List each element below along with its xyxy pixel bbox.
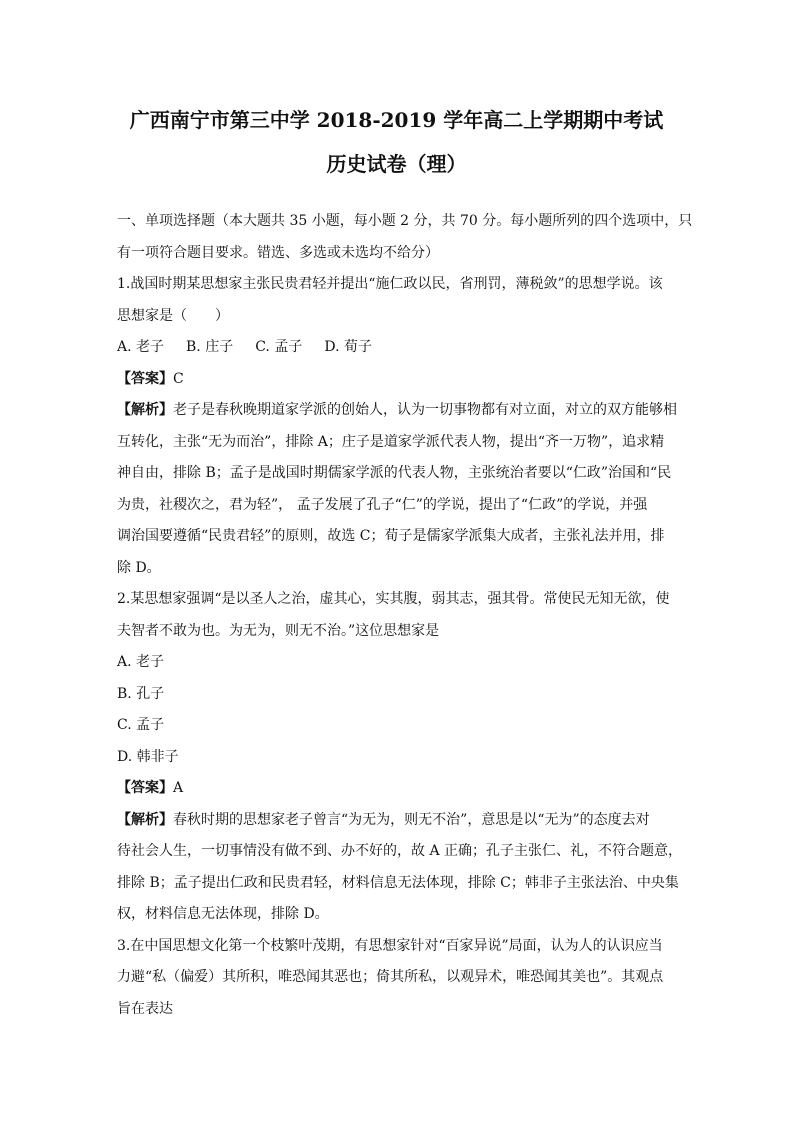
question-3: [117, 931, 676, 1026]
question-2-stem-line-2: 夫智者不敢为也。为无为，则无不治。”这位思想家是: [117, 622, 440, 639]
answer-label: 【答案】: [117, 370, 173, 387]
question-2-answer-value: A: [173, 780, 184, 796]
question-1-analysis-line-4: 为贵，社稷次之，君为轻”， 孟子发展了孔子“仁”的学说，提出了“仁政”的学说，并强: [117, 496, 648, 513]
question-2-option-d: D. 韩非子: [117, 748, 179, 765]
exam-title: 广西南宁市第三中学 2018-2019 学年高二上学期期中考试: [129, 108, 664, 132]
question-1-analysis-text-1: 老子是春秋晚期道家学派的创始人，认为一切事物都有对立面，对立的双方能够相: [173, 402, 677, 418]
question-1-analysis-line-1: [117, 395, 676, 427]
question-2-answer: [117, 773, 676, 805]
question-3-stem-line-2: 力避“私（偏爱）其所积，唯恐闻其恶也；倚其所私，以观异术，唯恐闻其美也”。其观点: [117, 969, 664, 985]
question-2-option-c: C. 孟子: [117, 717, 165, 733]
question-1-stem-line-1: 1.战国时期某思想家主张民贵君轻并提出“施仁政以民，省刑罚，薄税敛”的思想学说。该: [117, 276, 663, 292]
question-1-options: [117, 332, 676, 364]
question-3-stem-line-1: 3.在中国思想文化第一个枝繁叶茂期，有思想家针对“百家异说”局面，认为人的认识应当: [117, 937, 663, 954]
question-1-option-d: D. 荀子: [324, 339, 372, 355]
question-1-answer-value: C: [173, 370, 184, 387]
question-3-stem-line-3: 旨在表达: [117, 1000, 173, 1017]
question-1: [117, 269, 676, 584]
question-2-option-a: A. 老子: [117, 654, 165, 670]
question-2-option-b: B. 孔子: [117, 685, 165, 702]
question-1-answer: [117, 364, 676, 396]
question-2: [117, 584, 683, 931]
question-1-analysis-line-3: 神自由，排除 B；孟子是战国时期儒家学派的代表人物，主张统治者要以“仁政”治国和“民: [117, 465, 672, 481]
question-1-analysis-line-6: 除 D。: [117, 559, 161, 576]
analysis-label: 【解析】: [117, 402, 173, 418]
exam-body: [117, 206, 693, 1025]
section-heading-line-2: 有一项符合题目要求。错选、多选或未选均不给分）: [117, 244, 439, 261]
question-2-analysis-line-1: [117, 805, 676, 837]
question-1-option-b: B. 庄子: [186, 339, 234, 355]
question-2-analysis-line-2: 待社会人生，一切事情没有做不到、办不好的，故 A 正确；孔子主张仁、礼，不符合题意，: [117, 843, 683, 859]
question-1-option-c: C. 孟子: [255, 339, 303, 355]
question-1-analysis-line-2: 互转化，主张“无为而治”，排除 A；庄子是道家学派代表人物，提出“齐一万物”，追求精: [117, 433, 665, 450]
question-2-analysis-text-1: 春秋时期的思想家老子曾言“为无为，则无不治”，意思是以“无为”的态度去对: [173, 811, 650, 828]
question-2-stem-line-1: 2.某思想家强调“是以圣人之治，虚其心，实其腹，弱其志，强其骨。常使民无知无欲，使: [117, 591, 670, 607]
question-2-analysis-line-3: 排除 B；孟子提出仁政和民贵君轻，材料信息无法体现，排除 C；韩非子主张法治、中央集: [117, 874, 679, 891]
section-heading-line-1: 一、单项选择题（本大题共 35 小题，每小题 2 分，共 70 分。每小题所列的四个选项中，只: [117, 213, 693, 229]
answer-label: 【答案】: [117, 780, 173, 796]
question-1-analysis-line-5: 调治国要遵循“民贵君轻”的原则，故选 C；荀子是儒家学派集大成者，主张礼法并用，排: [117, 528, 665, 544]
question-2-analysis-line-4: 权，材料信息无法体现，排除 D。: [117, 906, 329, 922]
exam-subtitle: 历史试卷（理）: [326, 152, 467, 176]
question-1-stem-line-2: 思想家是（ ）: [117, 307, 229, 324]
analysis-label: 【解析】: [117, 811, 173, 828]
question-1-option-a: A. 老子: [117, 339, 165, 355]
